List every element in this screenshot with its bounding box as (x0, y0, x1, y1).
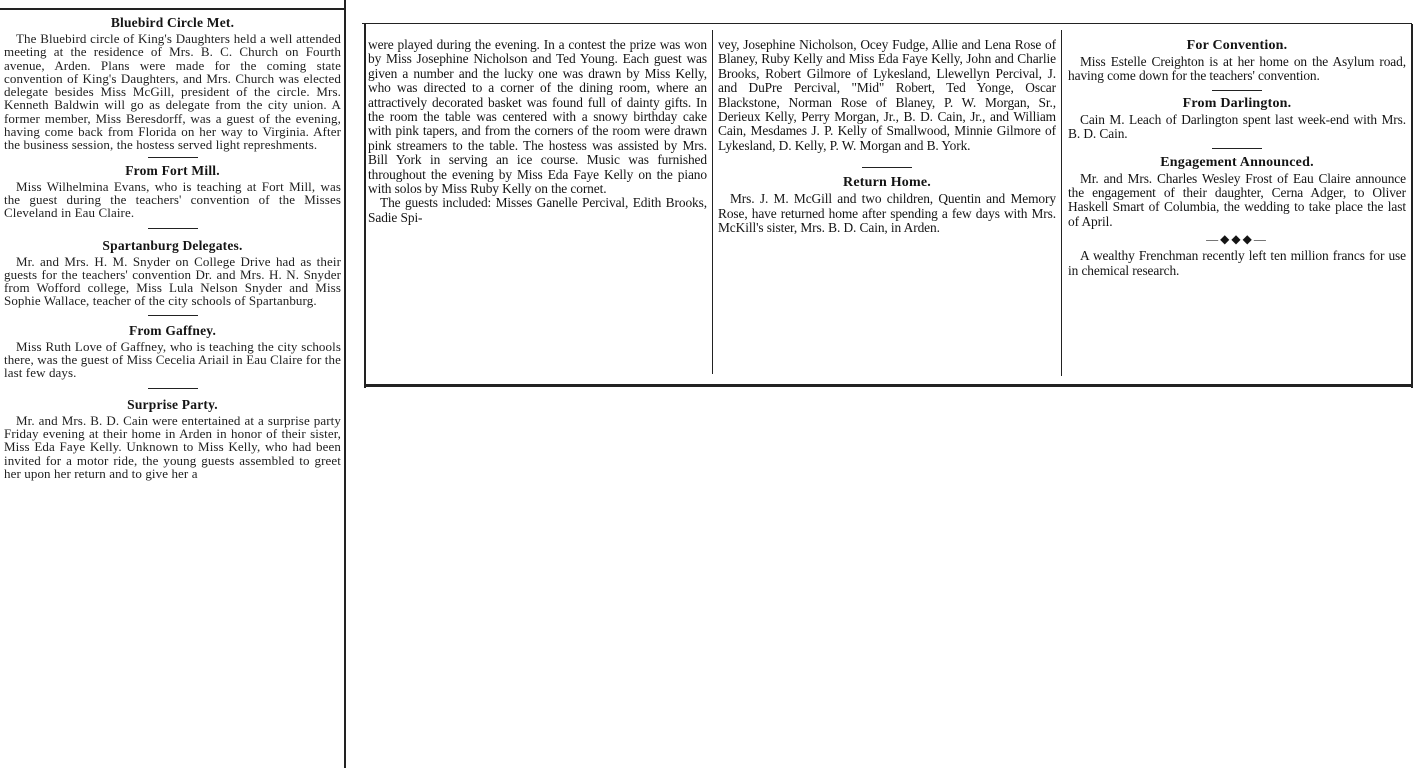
section-divider (1212, 148, 1262, 149)
article-heading: From Darlington. (1182, 95, 1292, 111)
article-body: Miss Ruth Love of Gaffney, who is teaching the city schools there, was the guest of Miss Cecelia Ariail in Eau Claire for the last few days. (4, 338, 341, 381)
article-body: Mr. and Mrs. B. D. Cain were entertained at a surprise party Friday evening at their home in Arden in honor of their sister, Miss Eda Faye Kelly. Unknown to Miss Kelly, who had been invited for a motor ride, the young guests assembled to greet her upon her return and to give her a (4, 412, 341, 481)
article-heading: Bluebird Circle Met. (110, 15, 235, 30)
article-body: The Bluebird circle of King's Daughters held a well attended meeting at the residence of Mrs. B. C. Church on Fourth avenue, Arden. Plans were made for the coming state convention of King's Daughters, and Mrs. Church was elected delegate besides Miss McGill, president of the circle. Mrs. Kenneth Baldwin will go as delegate from the city union. A former member, Miss Beresdorff, was a guest of the evening, having come back from Florida on her way to Virginia. After the business session, the hostess served light represhments. (4, 31, 341, 153)
clipping-bottom-border (366, 384, 1413, 387)
ornament-divider: —◆◆◆— (1206, 232, 1268, 247)
section-divider (1212, 90, 1262, 91)
article-heading: Return Home. (843, 175, 931, 191)
article-from-darlington (1068, 96, 1406, 142)
top-rule-right (362, 23, 1412, 24)
article-from-gaffney (4, 323, 341, 380)
article-body: Cain M. Leach of Darlington spent last week-end with Mrs. B. D. Cain. (1068, 111, 1406, 142)
column-4 (1068, 38, 1406, 378)
article-for-convention (1068, 38, 1406, 84)
column-3 (718, 38, 1056, 378)
guest-list-continuation: vey, Josephine Nicholson, Ocey Fudge, Allie and Lena Rose of Blaney, Ruby Kelly and Miss Eda Faye Kelly, John and Charlie Brooks, Robert Gilmore of Lykesland, Llewellyn Percival, J. and DuPre Percival, "Mid" Robert, Ted Yonge, Oscar Blackstone, Norman Rose of Blaney, P. W. Morgan, Sr., Derieux Kelly, Perry Morgan, Jr., B. D. Cain, Jr., and William Cain, Mesdames J. P. Kelly of Smallwood, Minnie Gilmore of Lykesland, D. Kelly, P. W. Morgan and B. York. (718, 38, 1056, 153)
article-return-home (718, 175, 1056, 235)
top-rule-left (0, 8, 344, 10)
article-heading: Engagement Announced. (1160, 154, 1314, 170)
article-frenchman-bequest (1068, 249, 1406, 278)
section-divider (148, 388, 198, 389)
section-divider (148, 315, 198, 316)
article-body: Mr. and Mrs. Charles Wesley Frost of Eau Claire announce the engagement of their daughter, Cerna Adger, to Oliver Haskell Smart of Columbia, the wedding to take place the last of April. (1068, 170, 1406, 229)
clipping-right-border (1411, 24, 1413, 388)
column-rule-2 (712, 30, 713, 374)
article-body: Mrs. J. M. McGill and two children, Quentin and Memory Rose, have returned home after spending a few days with Mrs. McKill's sister, Mrs. B. D. Cain, in Arden. (718, 191, 1056, 236)
section-divider (862, 167, 912, 168)
article-from-fort-mill (4, 163, 341, 220)
surprise-party-continuation: were played during the evening. In a contest the prize was won by Miss Josephine Nicholson and Ted Young. Each guest was given a number and the lucky one was drawn by Miss Kelly, who was directed to a corner of the dining room, where an attractively decorated basket was found full of dainty gifts. In the room the table was centered with a snowy birthday cake with pink tapers, and from the corners of the room were drawn pink streamers to the table. The hostess was assisted by Mrs. Bill York in serving an ice course. Music was furnished throughout the evening by Miss Eda Faye Kelly on the piano with solos by Miss Ruby Kelly on the cornet. (368, 38, 707, 197)
clipping-left-border (364, 24, 366, 388)
article-body: Miss Estelle Creighton is at her home on the Asylum road, having come down for the teachers' convention. (1068, 54, 1406, 84)
column-1 (4, 15, 341, 768)
section-divider (148, 228, 198, 229)
article-heading: Spartanburg Delegates. (102, 237, 243, 253)
article-heading: Surprise Party. (127, 396, 218, 412)
article-body: Miss Wilhelmina Evans, who is teaching at Fort Mill, was the guest during the teachers' convention of the Misses Cleveland in Eau Claire. (4, 178, 341, 221)
guest-list-start: The guests included: Misses Ganelle Percival, Edith Brooks, Sadie Spi- (368, 195, 707, 225)
article-spartanburg-delegates (4, 238, 341, 308)
article-body: A wealthy Frenchman recently left ten million francs for use in chemical research. (1068, 248, 1406, 278)
article-heading: From Gaffney. (128, 322, 217, 338)
article-heading: From Fort Mill. (125, 162, 220, 178)
column-rule-3 (1061, 30, 1062, 376)
article-engagement-announced (1068, 155, 1406, 230)
section-divider (148, 157, 198, 158)
column-rule-left (344, 0, 346, 768)
article-heading: For Convention. (1186, 38, 1288, 53)
article-body: Mr. and Mrs. H. M. Snyder on College Drive had as their guests for the teachers' convention Dr. and Mrs. H. N. Snyder from Wofford college, Miss Lula Nelson Snyder and Miss Sophie Wallace, teacher of the city schools of Spartanburg. (4, 253, 341, 309)
column-2 (368, 38, 707, 378)
article-surprise-party (4, 397, 341, 480)
article-bluebird-circle (4, 15, 341, 152)
